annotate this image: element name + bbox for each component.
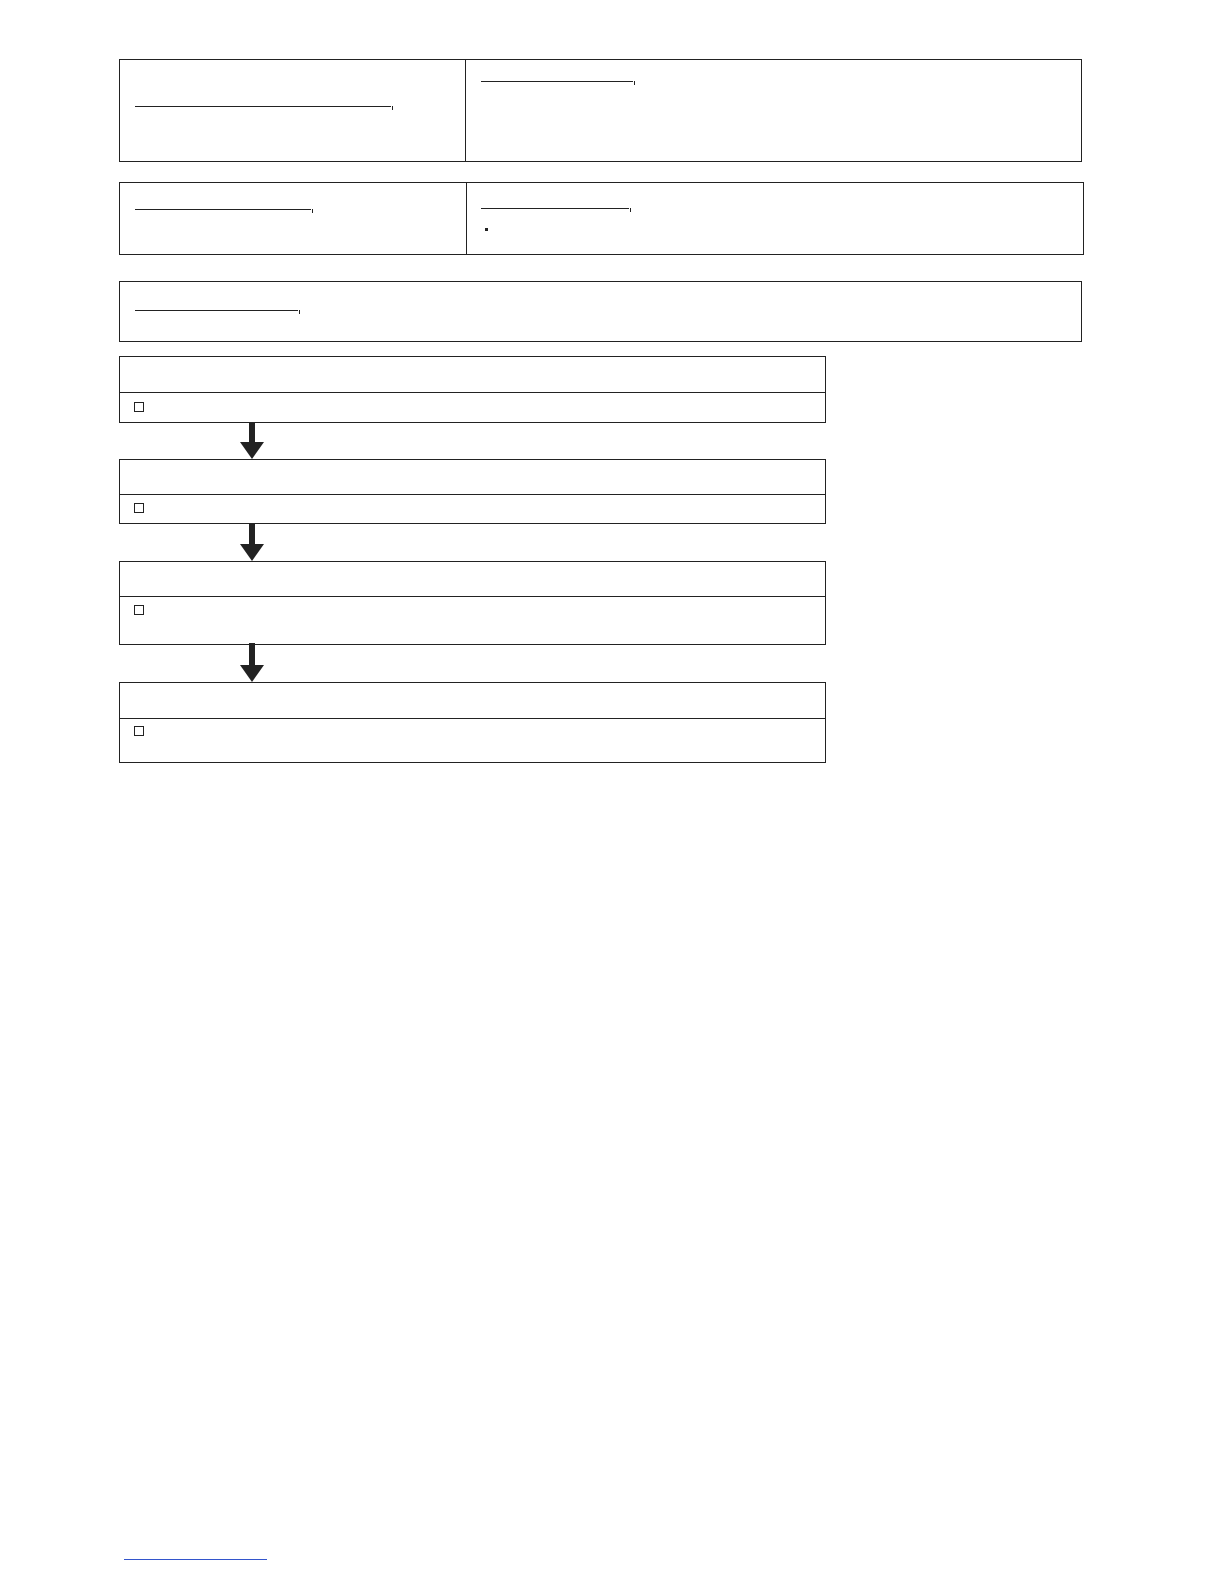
header-row-2-right-field-line[interactable] [481, 208, 629, 209]
down-arrow-icon [239, 643, 265, 683]
header-row-1-left-field-line[interactable] [135, 106, 391, 107]
step-1-checkbox[interactable] [134, 402, 144, 412]
header-row-3 [119, 281, 1082, 342]
header-row-1-divider [465, 60, 466, 161]
step-3-title [120, 562, 825, 597]
step-4-title [120, 683, 825, 719]
step-3-checkbox[interactable] [134, 605, 144, 615]
header-row-3-field-line[interactable] [135, 310, 298, 311]
header-row-2-divider [466, 183, 467, 254]
header-row-2 [119, 182, 1084, 255]
footer-link[interactable] [124, 1559, 267, 1560]
step-box-1 [119, 356, 826, 423]
step-box-2 [119, 459, 826, 524]
step-box-4 [119, 682, 826, 763]
step-2-title [120, 460, 825, 495]
bullet-icon [485, 228, 488, 231]
step-box-3 [119, 561, 826, 645]
header-row-1 [119, 59, 1082, 162]
down-arrow-icon [239, 523, 265, 562]
down-arrow-icon [239, 422, 265, 460]
step-2-checkbox[interactable] [134, 503, 144, 513]
header-row-1-right-field-line[interactable] [481, 81, 633, 82]
step-1-title [120, 357, 825, 393]
step-4-checkbox[interactable] [134, 726, 144, 736]
header-row-2-left-field-line[interactable] [135, 209, 311, 210]
